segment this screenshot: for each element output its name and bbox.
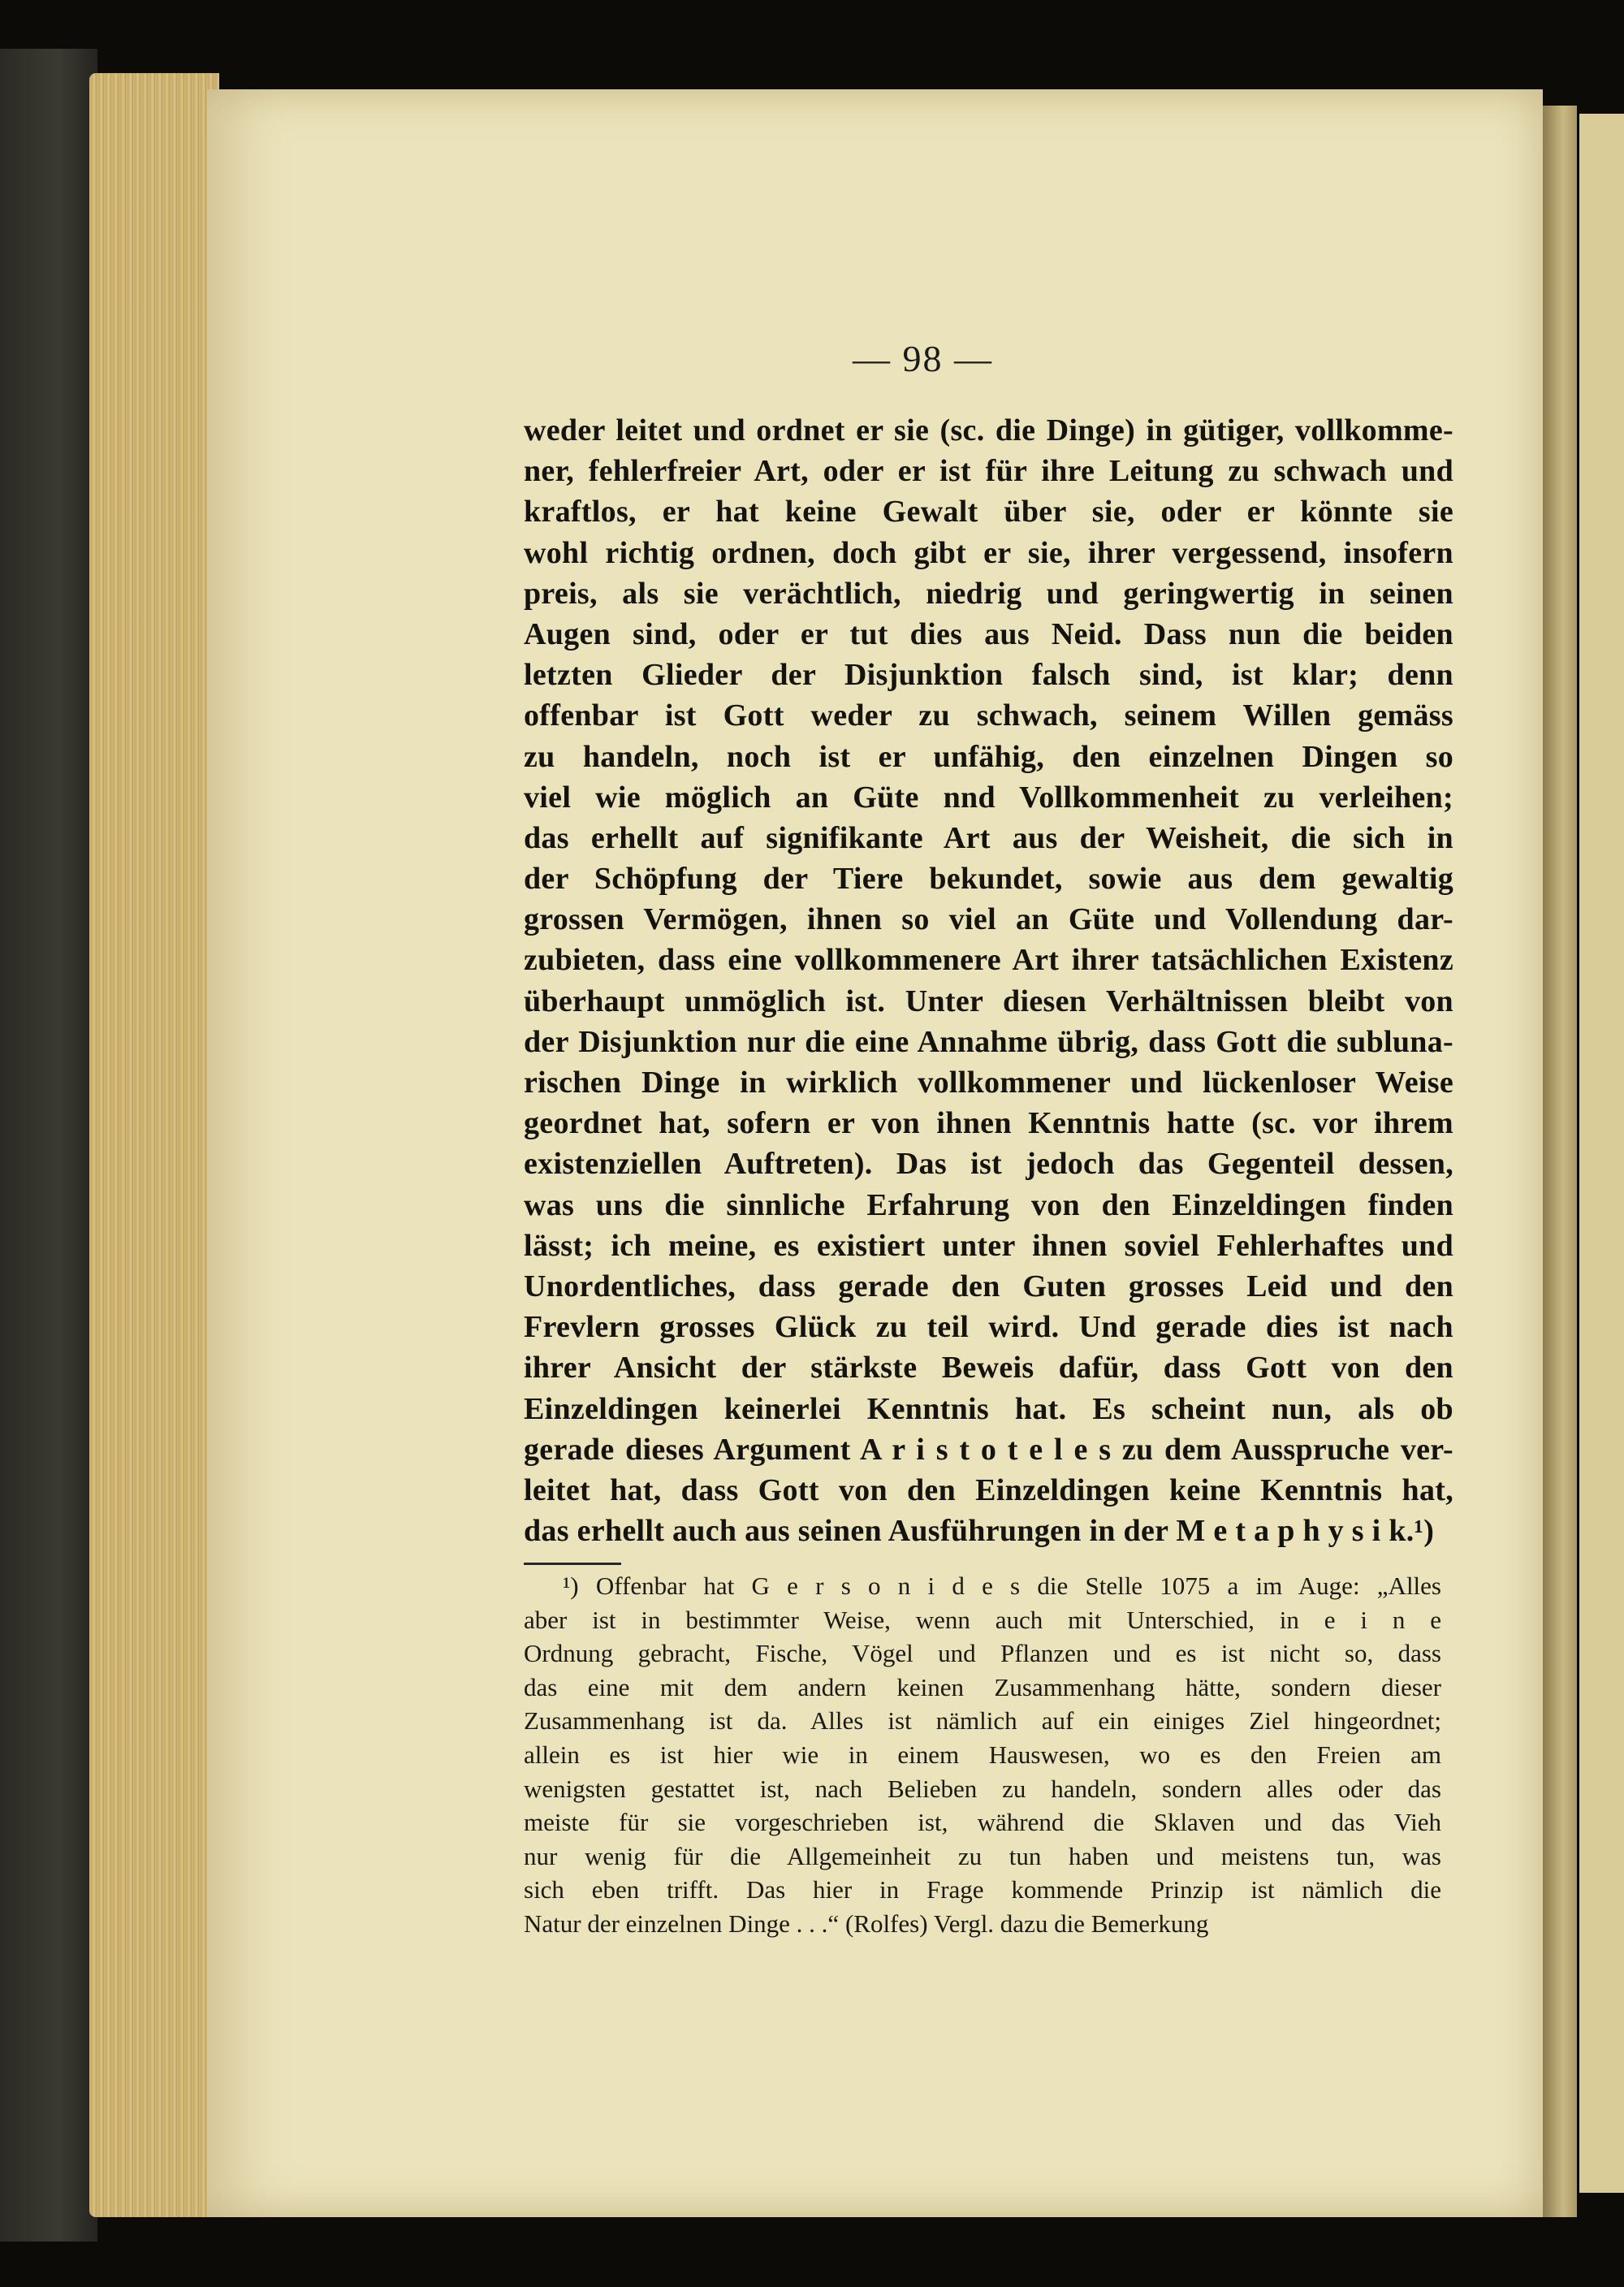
body-line: weder leitet und ordnet er sie (sc. die Dinge) in gütiger, vollkomme- — [524, 413, 1453, 447]
body-line: was uns die sinnliche Erfahrung von den Einzeldingen finden — [524, 1187, 1453, 1222]
footnote-rule — [524, 1563, 621, 1565]
page-number: — 98 — — [853, 338, 993, 379]
book-cover-left — [0, 49, 97, 2242]
body-line: kraftlos, er hat keine Gewalt über sie, oder er könnte sie — [524, 495, 1453, 530]
body-line: rischen Dinge in wirklich vollkommener und lückenloser Weise — [524, 1066, 1453, 1100]
footnote-line: aber ist in bestimmter Weise, wenn auch mit Unterschied, in e i n e — [524, 1605, 1441, 1634]
body-line: gerade dieses Argument A r i s t o t e l e s zu dem Ausspruche ver- — [524, 1432, 1453, 1467]
body-line: lässt; ich meine, es existiert unter ihnen soviel Fehlerhaftes und — [524, 1228, 1453, 1263]
body-line: wohl richtig ordnen, doch gibt er sie, ihrer vergessend, insofern — [524, 535, 1453, 570]
body-line: Augen sind, oder er tut dies aus Neid. Dass nun die beiden — [524, 616, 1453, 651]
facing-page-edge — [1579, 114, 1624, 2193]
body-line: geordnet hat, sofern er von ihnen Kenntnis hatte (sc. vor ihrem — [524, 1106, 1453, 1141]
body-line: existenziellen Auftreten). Das ist jedoch das Gegenteil dessen, — [524, 1147, 1453, 1182]
body-line: das erhellt auf signifikante Art aus der Weisheit, die sich in — [524, 820, 1453, 855]
body-line: ihrer Ansicht der stärkste Beweis dafür, dass Gott von den — [524, 1351, 1453, 1386]
footnote-line: wenigsten gestattet ist, nach Belieben zu handeln, sondern alles oder das — [524, 1774, 1441, 1803]
body-line: überhaupt unmöglich ist. Unter diesen Verhältnissen bleibt von — [524, 984, 1453, 1018]
body-line: letzten Glieder der Disjunktion falsch sind, ist klar; denn — [524, 658, 1453, 693]
body-line: ner, fehlerfreier Art, oder er ist für ihre Leitung zu schwach und — [524, 454, 1453, 489]
footnote-line: Ordnung gebracht, Fische, Vögel und Pflanzen und es ist nicht so, dass — [524, 1639, 1441, 1668]
body-line: Unordentliches, dass gerade den Guten grosses Leid und den — [524, 1269, 1453, 1303]
body-line: zu handeln, noch ist er unfähig, den einzelnen Dingen so — [524, 739, 1453, 774]
body-line: grossen Vermögen, ihnen so viel an Güte und Vollendung dar- — [524, 902, 1453, 937]
footnote-line: das eine mit dem andern keinen Zusammenhang hätte, sondern dieser — [524, 1672, 1441, 1701]
body-line: Einzeldingen keinerlei Kenntnis hat. Es scheint nun, als ob — [524, 1391, 1453, 1426]
body-line: offenbar ist Gott weder zu schwach, seinem Willen gemäss — [524, 698, 1453, 733]
body-line: der Schöpfung der Tiere bekundet, sowie aus dem gewaltig — [524, 862, 1453, 897]
book-gutter — [1543, 106, 1577, 2217]
footnote-line: meiste für sie vorgeschrieben ist, während die Sklaven und das Vieh — [524, 1808, 1441, 1837]
footnote-line: Natur der einzelnen Dinge . . .“ (Rolfes) Vergl. dazu die Bemerkung — [524, 1909, 1209, 1938]
main-text-block — [524, 410, 1453, 1551]
footnote-line: nur wenig für die Allgemeinheit zu tun haben und meistens tun, was — [524, 1841, 1441, 1870]
footnote-block — [524, 1569, 1441, 1941]
footnote-line: allein es ist hier wie in einem Hauswesen, wo es den Freien am — [524, 1740, 1441, 1769]
body-line: zubieten, dass eine vollkommenere Art ihrer tatsächlichen Existenz — [524, 943, 1453, 978]
body-line: Frevlern grosses Glück zu teil wird. Und gerade dies ist nach — [524, 1310, 1453, 1345]
footnote-line: Zusammenhang ist da. Alles ist nämlich auf ein einiges Ziel hingeordnet; — [524, 1706, 1441, 1736]
body-line: preis, als sie verächtlich, niedrig und geringwertig in seinen — [524, 576, 1453, 611]
footnote-line: ¹) Offenbar hat G e r s o n i d e s die Stelle 1075 a im Auge: „Alles — [563, 1572, 1441, 1600]
body-line: viel wie möglich an Güte nnd Vollkommenheit zu verleihen; — [524, 780, 1453, 815]
footnote-line: sich eben trifft. Das hier in Frage kommende Prinzip ist nämlich die — [524, 1875, 1441, 1904]
body-line: leitet hat, dass Gott von den Einzeldingen keine Kenntnis hat, — [524, 1472, 1453, 1507]
body-line: das erhellt auch aus seinen Ausführungen in der M e t a p h y s i k.¹) — [524, 1514, 1435, 1549]
body-line: der Disjunktion nur die eine Annahme übrig, dass Gott die subluna- — [524, 1024, 1453, 1059]
book-page-edges — [89, 73, 219, 2217]
